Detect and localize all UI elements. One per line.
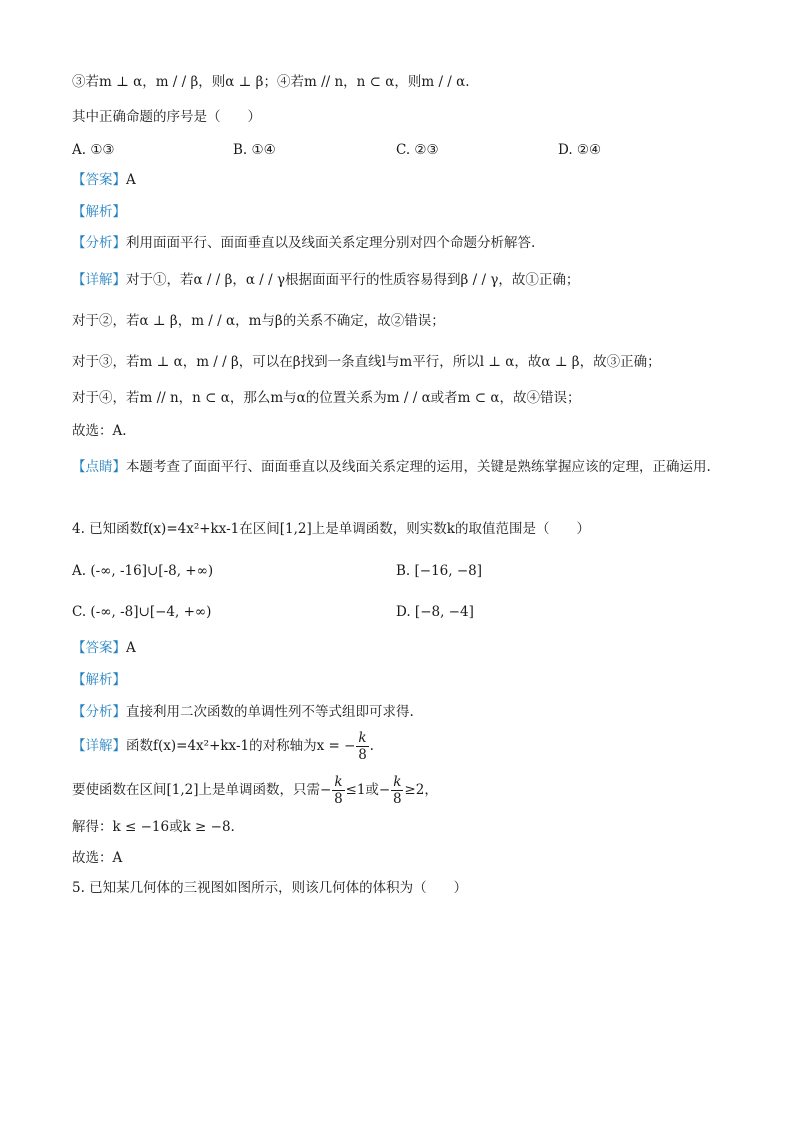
detail-text-a: 要使函数在区间[1,2]上是单调函数，只需−	[72, 782, 332, 798]
fraction-k-over-8: $\frac{k}{8}$	[358, 730, 367, 763]
detail-tag: 【详解】	[72, 738, 126, 754]
q4-analysis-heading	[72, 670, 126, 690]
q3-question-prompt: 其中正确命题的序号是（ ）	[72, 109, 261, 125]
answer-tag: 【答案】	[72, 640, 126, 656]
q4-question: 4. 已知函数f(x)=4x²+kx-1在区间[1,2]上是单调函数，则实数k的取值范围是（ ）	[72, 521, 590, 537]
q3-option-b: B. ①④	[233, 142, 276, 158]
fenxi-tag: 【分析】	[72, 704, 126, 720]
answer-value: A	[126, 172, 136, 188]
analysis-tag: 【解析】	[72, 672, 126, 688]
q4-detail-2	[72, 772, 438, 808]
q4-option-b: B. [−16, −8]	[396, 563, 483, 579]
fraction-k-over-8: $\frac{k}{8}$	[393, 774, 402, 807]
q3-detail-1	[72, 270, 579, 290]
q3-choice: 故选：A.	[72, 423, 127, 439]
detail-text: 对于①，若α / / β，α / / γ根据面面平行的性质容易得到β / / γ，故①正确；	[126, 272, 580, 288]
q4-choice: 故选：A	[72, 850, 123, 866]
detail-text-b: ≤1或−	[345, 782, 391, 798]
q3-analysis-heading	[72, 202, 126, 222]
dianjing-text: 本题考查了面面平行、面面垂直以及线面关系定理的运用，关键是熟练掌握应该的定理，正确运用.	[126, 459, 711, 475]
q3-option-c: C. ②③	[396, 142, 439, 158]
q3-detail-4: 对于④，若m // n，n ⊂ α，那么m与α的位置关系为m / / α或者m ⊂ α，故④错误；	[72, 390, 581, 406]
fenxi-text: 利用面面平行、面面垂直以及线面关系定理分别对四个命题分析解答.	[126, 235, 536, 251]
fenxi-tag: 【分析】	[72, 235, 126, 251]
answer-value: A	[126, 640, 136, 656]
q4-detail-1: 【详解】函数f(x)=4x²+kx-1的对称轴为x = − $\frac{k}{8}$ .	[72, 730, 374, 763]
dianjing-tag: 【点睛】	[72, 459, 126, 475]
q3-detail-2: 对于②，若α ⊥ β，m / / α，m与β的关系不确定，故②错误；	[72, 313, 445, 329]
q3-answer	[72, 170, 136, 190]
fenxi-text: 直接利用二次函数的单调性列不等式组即可求得.	[126, 704, 414, 720]
detail-text-c: ≥2，	[404, 782, 438, 798]
detail-tag: 【详解】	[72, 272, 126, 288]
q3-option-d: D. ②④	[558, 142, 602, 158]
answer-tag: 【答案】	[72, 172, 126, 188]
detail-text-a: 函数f(x)=4x²+kx-1的对称轴为x = −	[126, 738, 356, 754]
q3-detail-3: 对于③，若m ⊥ α，m / / β，可以在β找到一条直线l与m平行，所以l ⊥ α，故α ⊥ β，故③正确；	[72, 354, 661, 370]
q4-option-d: D. [−8, −4]	[396, 604, 474, 620]
q4-answer	[72, 638, 136, 658]
q5-question: 5. 已知某几何体的三视图如图所示，则该几何体的体积为（ ）	[72, 880, 468, 896]
q3-fenxi	[72, 233, 535, 253]
analysis-tag: 【解析】	[72, 204, 126, 220]
q4-option-a: A. (-∞, -16]∪[-8, +∞)	[72, 563, 214, 579]
q3-dianjing	[72, 452, 722, 482]
q3-option-a: A. ①③	[72, 142, 115, 158]
q4-option-c: C. (-∞, -8]∪[−4, +∞)	[72, 604, 212, 620]
q4-solution: 解得：k ≤ −16或k ≥ −8.	[72, 819, 235, 835]
q3-statements-3-4: ③若m ⊥ α，m / / β，则α ⊥ β；④若m // n，n ⊂ α，则m / / α.	[72, 74, 470, 90]
q4-fenxi	[72, 702, 414, 722]
fraction-k-over-8: $\frac{k}{8}$	[334, 774, 343, 807]
